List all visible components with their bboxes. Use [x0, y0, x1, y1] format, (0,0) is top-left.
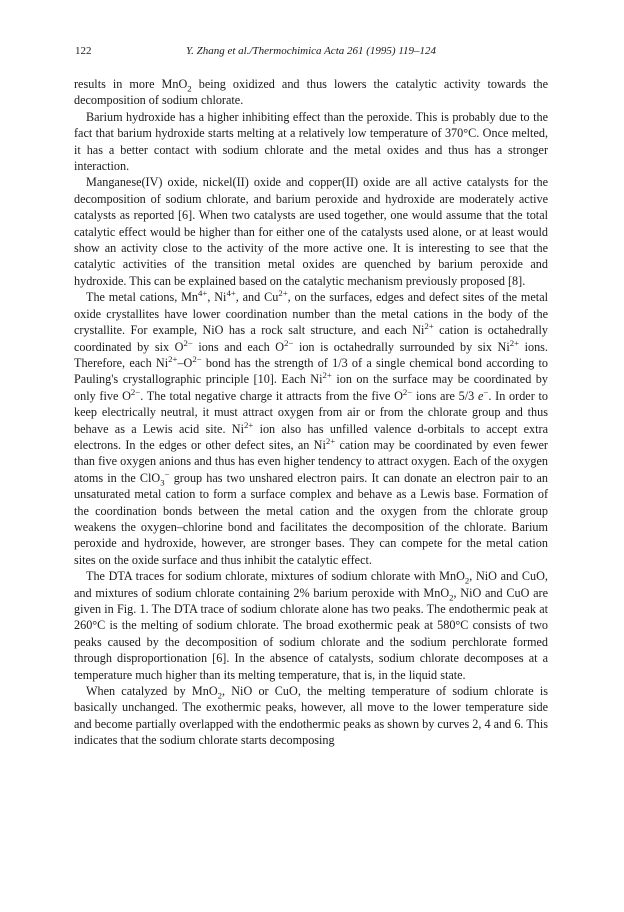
paragraph: The metal cations, $Mn^{4+}$, $Ni^{4+}$, and $Cu^{2+}$, on the surfaces, edges and defect sites of the metal oxide crystallites have lower coordination number than the metal cations in the body of the crystallite. For example, NiO has a rock salt structure, and each $Ni^{2+}$ cation is octahedrally coordinated by six $O^{2-}$ ions and each $O^{2-}$ ion is octahedrally surrounded by six $Ni^{2+}$ ions. Therefore, each $Ni^{2+}-O^{2-}$ bond has the strength of 1/3 of a single chemical bond according to Pauling's crystallographic principle [10]. Each $Ni^{2+}$ ion on the surface may be coordinated by only five $O^{2-}$. The total negative charge it attracts from the five $O^{2-}$ ions are 5/3 e−. In order to keep electrically neutral, it must attract oxygen from air or from the chlorate group and thus behave as a Lewis acid site. $Ni^{2+}$ ion also has unfilled valence d-orbitals to accept extra electrons. In the edges or other defect sites, an $Ni^{2+}$ cation may be coordinated by even fewer than five oxygen anions and thus has even higher tendency to attract oxygen. Each of the oxygen atoms in the ClO$_3$− group has two unshared electron pairs. It can donate an electron pair to an unsaturated metal cation to form a surface complex and behave as a Lewis base. Formation of the coordination bonds between the metal cation and the oxygen from the chlorate group weakens the oxygen–chlorine bond and facilitates the decomposition of the chlorate. Barium peroxide and hydroxide, however, are stronger bases. They can compete for the metal cation sites on the oxide surface and thus inhibit the catalytic effect. — [74, 288, 549, 567]
page-number: 122 — [75, 45, 92, 57]
running-head: Y. Zhang et al./Thermochimica Acta 261 (1995) 119–124 — [185, 45, 437, 57]
paragraph: The DTA traces for sodium chlorate, mixtures of sodium chlorate with MnO$_2$, NiO and CuO, and mixtures of sodium chlorate containing 2% barium peroxide with MnO$_2$, NiO and CuO are given in Fig. 1. The DTA trace of sodium chlorate alone has two peaks. The endothermic peak at 260°C is the melting of sodium chlorate. The broad exothermic peak at 580°C consists of two peaks caused by the decomposition of sodium chlorate and the sodium perchlorate formed through disproportionation [6]. In the absence of catalysts, sodium chlorate decomposes at a temperature much higher than its melting temperature, that is, in the liquid state. — [74, 569, 548, 682]
page-header — [75, 43, 547, 59]
paragraph: Manganese(IV) oxide, nickel(II) oxide and copper(II) oxide are all active catalysts for the decomposition of sodium chlorate, and barium peroxide and hydroxide are moderately active catalysts as reported [6]. When two catalysts are used together, one would assume that the total catalytic effect would be higher than for either one of the catalysts used alone, or at least would show an activity close to the activity of the more active one. It is interesting to see that the catalytic activities of the transition metal oxides are quenched by barium peroxide and hydroxide. This can be explained based on the catalytic mechanism previously proposed [8]. — [74, 175, 548, 288]
body-text — [74, 76, 548, 749]
paragraph: results in more MnO$_2$ being oxidized and thus lowers the catalytic activity towards the decomposition of sodium chlorate. — [74, 77, 548, 108]
paragraph: When catalyzed by MnO$_2$, NiO or CuO, the melting temperature of sodium chlorate is basically unchanged. The exothermic peaks, however, all move to the lower temperature side and become partially overlapped with the endothermic peaks as shown by curves 2, 4 and 6. This indicates that the sodium chlorate starts decomposing — [74, 684, 548, 748]
paragraph: Barium hydroxide has a higher inhibiting effect than the peroxide. This is probably due to the fact that barium hydroxide starts melting at a relatively low temperature of 370°C. Once melted, it has a better contact with sodium chlorate and the metal oxides and thus has a stronger interaction. — [74, 109, 548, 174]
